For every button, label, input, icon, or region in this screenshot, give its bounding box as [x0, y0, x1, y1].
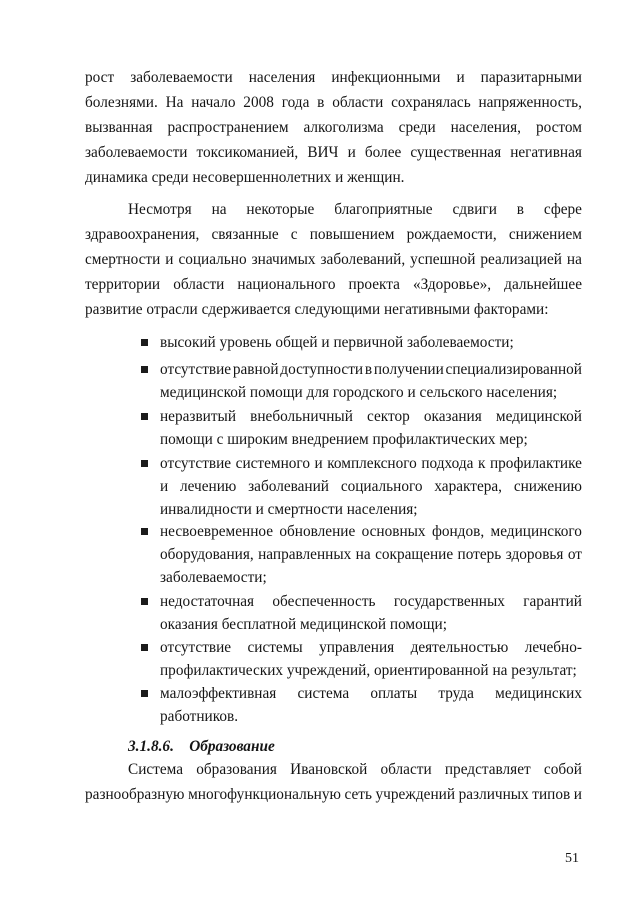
word: доступности [280, 361, 364, 378]
word: области [173, 276, 225, 293]
word: заболеваний [248, 478, 329, 495]
word: медицинского [490, 523, 582, 540]
word: негативная [510, 144, 582, 161]
bullet-marker [141, 690, 148, 697]
text-line [85, 225, 582, 245]
word: паразитарными [480, 69, 582, 86]
word: и [573, 786, 582, 803]
word: направленных [258, 546, 352, 563]
word: более [364, 144, 402, 161]
word: медицинских [495, 685, 582, 702]
word: заболеваний, [320, 251, 406, 268]
bullet-marker [141, 644, 148, 651]
word: системного [235, 455, 310, 472]
word: социально [178, 251, 247, 268]
bullet-marker [141, 598, 148, 605]
word: На [165, 94, 184, 111]
list-item-line: оказания бесплатной медицинской помощи; [160, 616, 447, 633]
word: несвоевременное [160, 523, 274, 540]
list-item-line [160, 545, 582, 565]
list-item-line: высокий уровень общей и первичной заболеваемости; [160, 334, 514, 351]
bullet-marker [141, 413, 148, 420]
section-number: 3.1.8.6. [128, 738, 174, 755]
word: начало [191, 94, 236, 111]
word: снижением [508, 226, 582, 243]
bullet-marker [141, 339, 148, 346]
word: рост [85, 69, 115, 86]
text-line [85, 68, 582, 88]
word: заболеваемости [85, 144, 188, 161]
word: отсутствие [160, 455, 232, 472]
list-item-line: помощи с широким внедрением профилактических мер; [160, 431, 528, 448]
word: разнообразную [85, 786, 185, 803]
word: дальнейшее [504, 276, 582, 293]
word: здоровья [505, 546, 564, 563]
word: оплаты [370, 685, 418, 702]
word: области [332, 94, 384, 111]
word: гарантий [523, 593, 582, 610]
word: системы [247, 639, 303, 656]
word: связанные [211, 226, 279, 243]
word: медицинской [495, 408, 582, 425]
word: многофункциональную [188, 786, 341, 803]
word: территории [85, 276, 161, 293]
word: профилактике [489, 455, 582, 472]
word: и [314, 455, 323, 472]
word: с [290, 226, 298, 243]
word: проекта [348, 276, 400, 293]
word: заболеваемости [130, 69, 233, 86]
word: сокращение [375, 546, 454, 563]
list-item-line [160, 360, 582, 380]
word: и [456, 69, 465, 86]
word: вызванная [85, 119, 153, 136]
list-item-line: медицинской помощи для городского и сельского населения; [160, 384, 558, 401]
word: в [364, 361, 373, 378]
word: Несмотря [128, 201, 192, 218]
list-item-line [160, 684, 582, 704]
word: к [477, 455, 486, 472]
word: распространением [167, 119, 289, 136]
word: сохранялась [391, 94, 471, 111]
word: населения, [450, 119, 522, 136]
bullet-marker [141, 366, 148, 373]
word: и [160, 478, 169, 495]
word: ростом [535, 119, 582, 136]
list-item-line [160, 592, 582, 612]
text-line [128, 200, 582, 220]
word: сектор [367, 408, 410, 425]
word: отсутствие [160, 639, 232, 656]
word: труда [438, 685, 474, 702]
word: лечебно- [524, 639, 582, 656]
word: 2008 [243, 94, 274, 111]
word: смертности [85, 251, 161, 268]
word: алкоголизма [303, 119, 384, 136]
list-item-line [160, 407, 582, 427]
word: сдвиги [452, 201, 497, 218]
word: значимых [251, 251, 316, 268]
word: года [281, 94, 310, 111]
word: представляет [444, 761, 531, 778]
word: комплексного [327, 455, 417, 472]
word: благоприятные [334, 201, 433, 218]
bullet-marker [141, 528, 148, 535]
word: повышением [309, 226, 395, 243]
word: управления [319, 639, 395, 656]
word: малоэффективная [160, 685, 277, 702]
word: токсикоманией, [196, 144, 299, 161]
word: снижению [513, 478, 582, 495]
word: и [347, 144, 356, 161]
word: основных [361, 523, 426, 540]
word: напряженность, [478, 94, 582, 111]
word: отсутствие [160, 361, 232, 378]
bullet-marker [141, 460, 148, 467]
list-item-line [160, 522, 582, 542]
text-line [85, 275, 582, 295]
word: фондов, [431, 523, 485, 540]
word: реализацией [480, 251, 562, 268]
word: сеть [344, 786, 372, 803]
word: населения [248, 69, 316, 86]
word: специализированной [445, 361, 582, 378]
list-item-line: профилактических учреждений, ориентированной на результат; [160, 662, 577, 679]
word: на [355, 546, 371, 563]
word: болезнями. [85, 94, 158, 111]
text-line [85, 250, 582, 270]
word: области [380, 761, 432, 778]
text-line: динамика среди несовершеннолетних и женщин. [85, 169, 405, 186]
list-item-line [160, 638, 582, 658]
text-line [128, 760, 582, 780]
word: успешной [410, 251, 476, 268]
page-number: 51 [565, 851, 579, 866]
text-line [85, 93, 582, 113]
word: получении [373, 361, 444, 378]
word: внебольничный [250, 408, 353, 425]
word: и [165, 251, 174, 268]
word: равной [232, 361, 279, 378]
section-title: Образование [189, 738, 275, 755]
word: недостаточная [160, 593, 255, 610]
word: неразвитый [160, 408, 237, 425]
word: характера, [434, 478, 503, 495]
word: некоторые [246, 201, 315, 218]
word: обновление [279, 523, 356, 540]
text-line: развитие отрасли сдерживается следующими негативными факторами: [85, 301, 549, 318]
word: подхода [421, 455, 474, 472]
word: учреждений [375, 786, 456, 803]
word: образования [196, 761, 277, 778]
word: обеспеченность [272, 593, 376, 610]
word: собой [543, 761, 582, 778]
word: социального [340, 478, 423, 495]
word: на [211, 201, 227, 218]
word: деятельностью [410, 639, 509, 656]
word: здравоохранения, [85, 226, 200, 243]
word: среди [398, 119, 436, 136]
word: различных [458, 786, 529, 803]
text-line [85, 118, 582, 138]
word: в [516, 201, 524, 218]
word: типов [532, 786, 571, 803]
list-item-line [160, 454, 582, 474]
word: потерь [457, 546, 502, 563]
word: оказания [423, 408, 482, 425]
word: Система [128, 761, 184, 778]
list-item-line [160, 477, 582, 497]
word: ВИЧ [307, 144, 339, 161]
word: оборудования, [160, 546, 254, 563]
word: «Здоровье», [412, 276, 492, 293]
word: Ивановской [290, 761, 368, 778]
word: лечению [180, 478, 237, 495]
section-heading [128, 737, 275, 757]
word: государственных [393, 593, 505, 610]
word: от [567, 546, 582, 563]
word: существенная [410, 144, 502, 161]
list-item-line: инвалидности и смертности населения; [160, 501, 418, 518]
word: на [566, 251, 582, 268]
word: в [317, 94, 325, 111]
word: система [297, 685, 350, 702]
text-line [85, 143, 582, 163]
word: инфекционными [331, 69, 441, 86]
text-line [85, 785, 582, 805]
word: национального [237, 276, 336, 293]
word: рождаемости, [406, 226, 497, 243]
list-item-line: работников. [160, 708, 239, 725]
word: сфере [543, 201, 582, 218]
list-item-line: заболеваемости; [160, 569, 267, 586]
